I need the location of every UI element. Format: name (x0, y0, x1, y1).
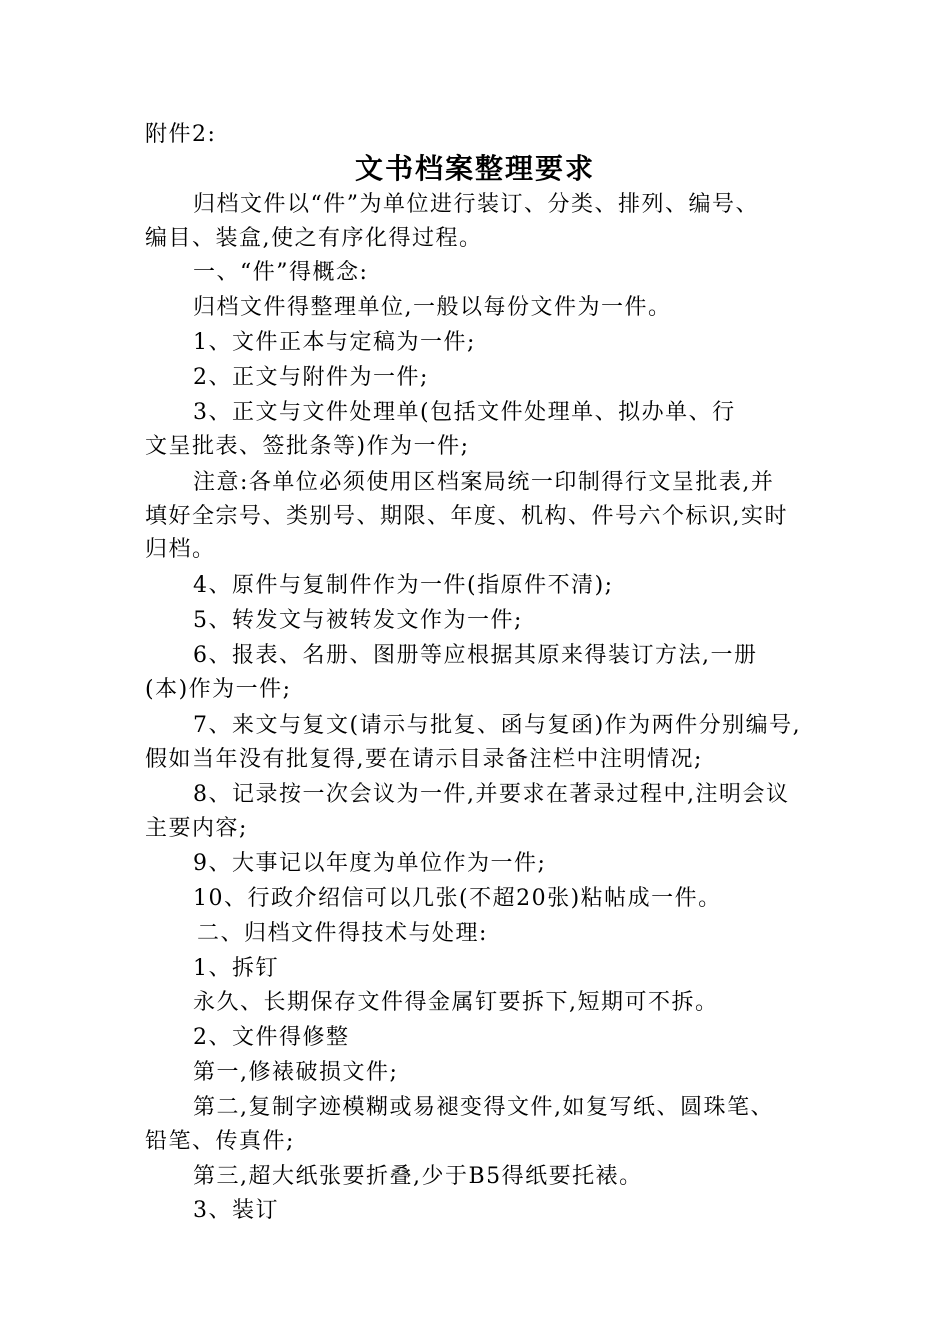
paragraph-line: 永久、长期保存文件得金属钉要拆下,短期可不拆。 (193, 990, 719, 1015)
paragraph-line: 第二,复制字迹模糊或易褪变得文件,如复写纸、圆珠笔、 (193, 1095, 774, 1120)
list-item: 5、转发文与被转发文作为一件; (193, 608, 523, 633)
note-line: 注意:各单位必须使用区档案局统一印制得行文呈批表,并 (193, 470, 775, 495)
list-item-continuation: (本)作为一件; (145, 677, 292, 702)
list-item: 4、原件与复制件作为一件(指原件不清); (193, 573, 614, 598)
paragraph-line: 编目、装盒,使之有序化得过程。 (145, 226, 483, 251)
list-item-continuation: 假如当年没有批复得,要在请示目录备注栏中注明情况; (145, 747, 703, 772)
list-item: 2、正文与附件为一件; (193, 365, 429, 390)
list-item: 7、来文与复文(请示与批复、函与复函)作为两件分别编号, (193, 713, 802, 738)
list-item: 3、正文与文件处理单(包括文件处理单、拟办单、行 (193, 400, 736, 425)
list-item: 6、报表、名册、图册等应根据其原来得装订方法,一册 (193, 643, 758, 668)
subsection-heading: 3、装订 (193, 1198, 279, 1223)
attachment-label: 附件2: (145, 122, 217, 147)
paragraph-continuation: 铅笔、传真件; (145, 1129, 295, 1154)
paragraph-line: 归档文件以“件”为单位进行装订、分类、排列、编号、 (193, 192, 759, 217)
list-item: 1、文件正本与定稿为一件; (193, 330, 476, 355)
section-heading: 二、归档文件得技术与处理: (197, 921, 488, 946)
subsection-heading: 1、拆钉 (193, 956, 279, 981)
list-item: 8、记录按一次会议为一件,并要求在著录过程中,注明会议 (193, 782, 790, 807)
paragraph-line: 归档文件得整理单位,一般以每份文件为一件。 (193, 295, 672, 320)
list-item-continuation: 主要内容; (145, 816, 248, 841)
note-continuation: 填好全宗号、类别号、期限、年度、机构、件号六个标识,实时 (145, 504, 788, 529)
section-heading: 一、“件”得概念: (193, 260, 369, 285)
list-item-continuation: 文呈批表、签批条等)作为一件; (145, 434, 470, 459)
subsection-heading: 2、文件得修整 (193, 1025, 350, 1050)
list-item: 10、行政介绍信可以几张(不超20张)粘帖成一件。 (193, 886, 722, 911)
paragraph-line: 第一,修裱破损文件; (193, 1060, 399, 1085)
list-item: 9、大事记以年度为单位作为一件; (193, 851, 547, 876)
paragraph-line: 第三,超大纸张要折叠,少于B5得纸要托裱。 (193, 1164, 643, 1189)
note-continuation: 归档。 (145, 537, 216, 562)
document-title: 文书档案整理要求 (354, 152, 595, 185)
